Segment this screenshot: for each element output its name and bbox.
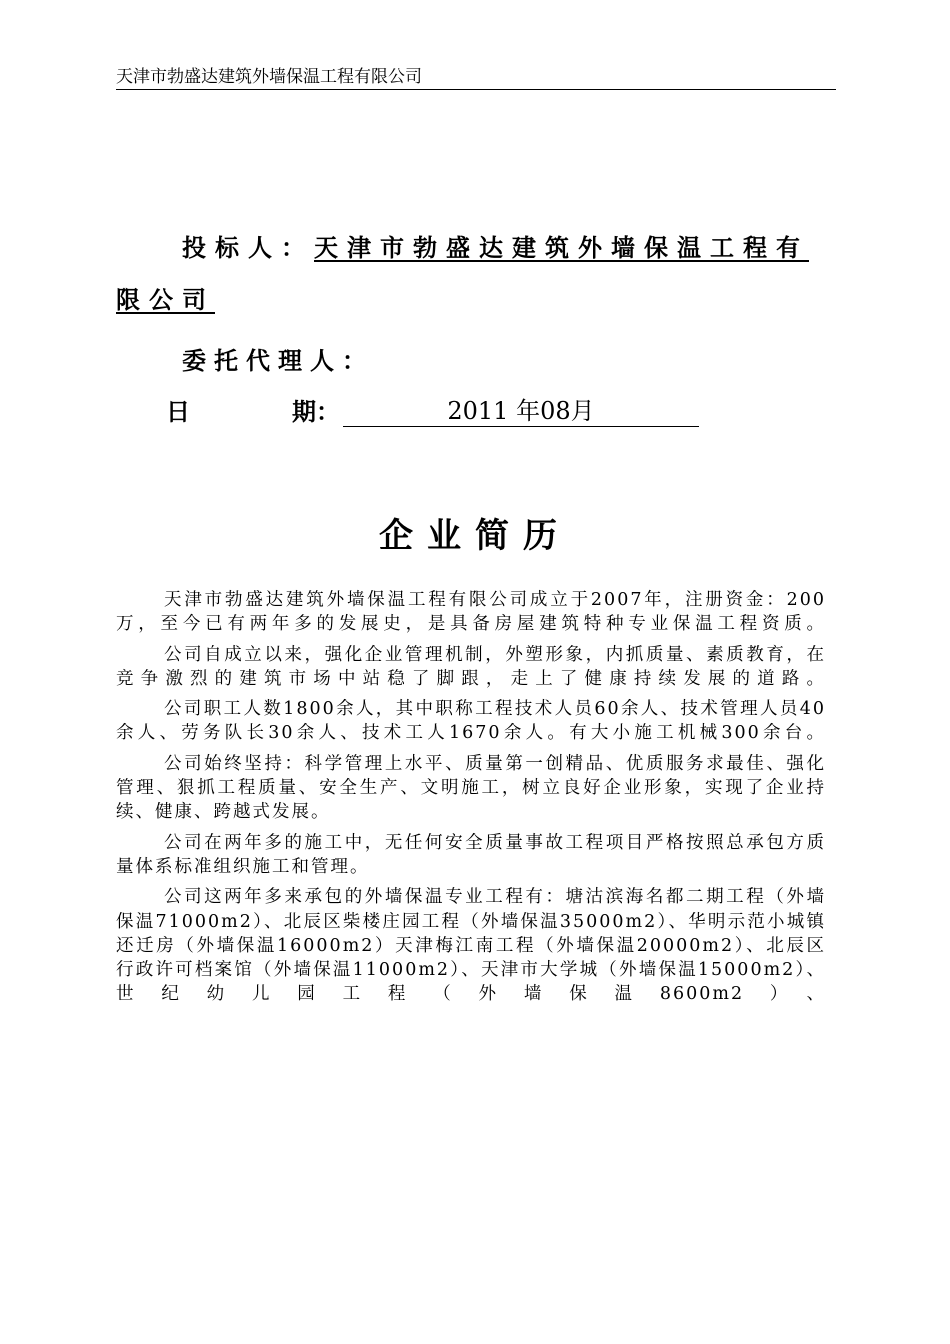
profile-paragraph: 公司这两年多来承包的外墙保温专业工程有：塘沽滨海名都二期工程（外墙保温71000m2）、北辰区柴楼庄园工程（外墙保温35000m2）、华明示范小城镇还迁房（外墙保温16000m2）天津梅江南工程（外墙保温20000m2）、北辰区行政许可档案馆（外墙保温11000m2）、天津市大学城（外墙保温15000m2）、世纪幼儿园工程（外墙保温8600m2）、: [116, 887, 826, 1005]
profile-paragraph: 公司始终坚持：科学管理上水平、质量第一创精品、优质服务求最佳、强化管理、狠抓工程质量、安全生产、文明施工，树立良好企业形象，实现了企业持续、健康、跨越式发展。: [116, 753, 826, 823]
bidder-name: 天津市勃盛达建筑外墙保温工程有: [314, 233, 809, 262]
agent-label: 委托代理人：: [182, 346, 374, 375]
date-label-second-char: 期：: [292, 397, 340, 426]
bidder-name-continued: 限公司: [116, 285, 215, 314]
profile-paragraph: 公司职工人数1800余人，其中职称工程技术人员60余人、技术管理人员40余人、劳务队长30余人、技术工人1670余人。有大小施工机械300余台。: [116, 699, 826, 744]
section-title: 企业简历: [379, 516, 571, 556]
bidder-line: [182, 232, 837, 264]
profile-paragraph: 公司在两年多的施工中，无任何安全质量事故工程项目严格按照总承包方质量体系标准组织施工和管理。: [116, 832, 826, 877]
profile-body: [116, 588, 826, 1013]
date-value: 2011 年08月: [343, 396, 699, 427]
running-header: 天津市勃盛达建筑外墙保温工程有限公司: [116, 66, 836, 90]
profile-paragraph: 公司自成立以来，强化企业管理机制，外塑形象，内抓质量、素质教育，在竞争激烈的建筑市场中站稳了脚跟，走上了健康持续发展的道路。: [116, 644, 826, 689]
date-label-first-char: 日: [166, 397, 190, 426]
profile-paragraph: 天津市勃盛达建筑外墙保温工程有限公司成立于2007年，注册资金：200 万，至今已有两年多的发展史，是具备房屋建筑特种专业保温工程资质。: [116, 590, 826, 635]
bidder-label: 投标人：: [182, 233, 314, 262]
